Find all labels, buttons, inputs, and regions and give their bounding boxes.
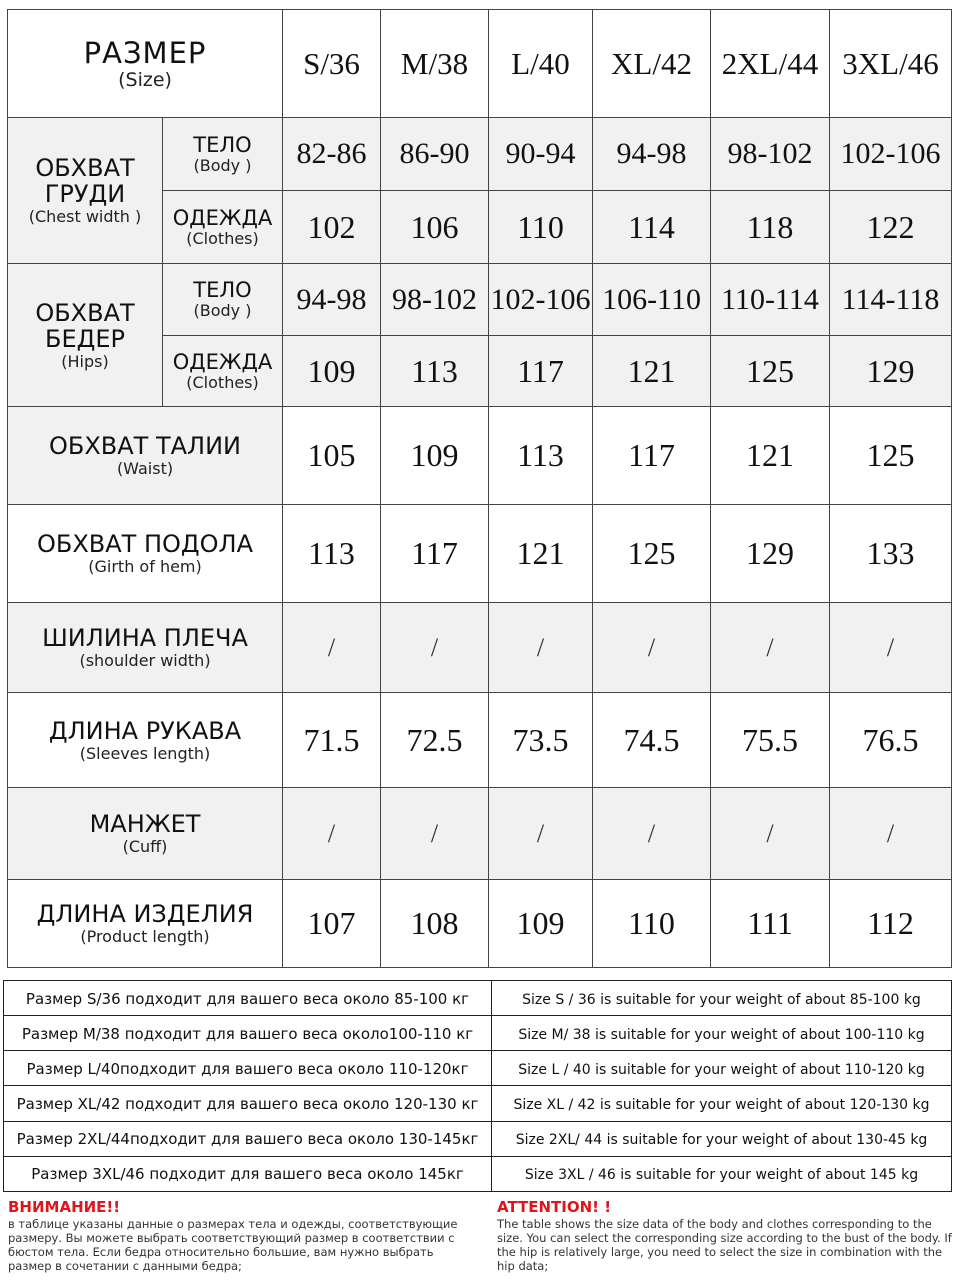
sleeves-value: 73.5 bbox=[512, 721, 569, 758]
hem-label bbox=[8, 505, 283, 603]
weight-text-ru: Размер L/40подходит для вашего веса около 110-120кг bbox=[26, 1059, 469, 1078]
weight-text-en: Size XL / 42 is suitable for your weight of about 120-130 kg bbox=[513, 1097, 930, 1114]
hips-body-value: 106-110 bbox=[602, 282, 701, 316]
chest-body-row bbox=[8, 118, 952, 191]
hem-value: 113 bbox=[308, 535, 355, 571]
weight-row bbox=[4, 1086, 952, 1121]
weight-text-en: Size M/ 38 is suitable for your weight of about 100-110 kg bbox=[518, 1026, 925, 1043]
shoulder-value: / bbox=[647, 632, 656, 662]
chest-body-value: 82-86 bbox=[296, 137, 367, 170]
cuff-label bbox=[8, 788, 283, 880]
waist-value: 125 bbox=[866, 437, 915, 473]
length-row bbox=[8, 880, 952, 968]
weight-text-en: Size 3XL / 46 is suitable for your weight of about 145 kg bbox=[524, 1167, 919, 1184]
hips-body-value: 110-114 bbox=[721, 282, 819, 316]
hips-label-en: (Hips) bbox=[61, 351, 109, 371]
clothes-label-en: (Clothes) bbox=[186, 372, 259, 392]
chest-clothes-value: 110 bbox=[517, 208, 564, 245]
sleeves-value: 71.5 bbox=[303, 721, 360, 758]
size-heading: 3XL/46 bbox=[842, 45, 939, 81]
cuff-value: / bbox=[886, 818, 895, 848]
cuff-label-ru: МАНЖЕТ bbox=[89, 810, 201, 838]
sleeves-value: 72.5 bbox=[406, 721, 463, 758]
weight-text-en: Size S / 36 is suitable for your weight of about 85-100 kg bbox=[522, 991, 921, 1008]
chest-label-ru: ОБХВАТ bbox=[35, 154, 135, 182]
shoulder-value: / bbox=[430, 632, 439, 662]
cuff-value: / bbox=[766, 818, 774, 848]
length-label bbox=[8, 880, 283, 968]
sleeves-value: 76.5 bbox=[862, 721, 919, 758]
size-heading: L/40 bbox=[511, 45, 570, 81]
cuff-label-en: (Cuff) bbox=[122, 837, 168, 856]
length-value: 108 bbox=[410, 905, 459, 941]
shoulder-label-en: (shoulder width) bbox=[79, 651, 211, 670]
sleeves-label-en: (Sleeves length) bbox=[79, 743, 211, 763]
shoulder-value: / bbox=[766, 632, 774, 662]
chest-clothes-value: 122 bbox=[866, 208, 915, 245]
hem-value: 133 bbox=[866, 535, 915, 571]
waist-value: 113 bbox=[517, 437, 564, 473]
hips-clothes-value: 113 bbox=[411, 352, 458, 389]
hips-clothes-value: 125 bbox=[746, 352, 795, 389]
hem-value: 121 bbox=[516, 535, 565, 571]
attention-title-en: ATTENTION! ! bbox=[497, 1198, 612, 1216]
shoulder-label bbox=[8, 603, 283, 693]
hips-body-label bbox=[163, 264, 283, 336]
chest-body-value: 90-94 bbox=[505, 137, 576, 170]
clothes-label-en: (Clothes) bbox=[186, 228, 259, 248]
length-value: 109 bbox=[516, 905, 565, 941]
length-value: 112 bbox=[867, 905, 914, 941]
shoulder-value: / bbox=[327, 632, 336, 662]
cuff-row bbox=[8, 788, 952, 880]
shoulder-row bbox=[8, 603, 952, 693]
size-heading: XL/42 bbox=[611, 45, 692, 81]
hips-clothes-label bbox=[163, 336, 283, 407]
weight-row bbox=[4, 1121, 952, 1156]
body-label-en: (Body ) bbox=[193, 155, 252, 175]
size-chart-table bbox=[7, 9, 952, 968]
hips-label bbox=[8, 264, 163, 407]
hips-label-ru: ОБХВАТ bbox=[35, 298, 135, 327]
attention-text-en: The table shows the size data of the body and clothes corresponding to the size. You can select the corresponding size according to the bust of the body. If the hip is relatively large, you need to select the size in combination with the hip data; bbox=[497, 1217, 952, 1273]
chest-body-value: 102-106 bbox=[840, 137, 941, 170]
shoulder-value: / bbox=[536, 632, 545, 662]
hips-clothes-value: 109 bbox=[307, 352, 356, 389]
body-label-ru: ТЕЛО bbox=[193, 278, 252, 302]
sleeves-label-ru: ДЛИНА РУКАВА bbox=[48, 716, 242, 745]
hem-value: 125 bbox=[627, 535, 676, 571]
length-label-en: (Product length) bbox=[80, 927, 210, 946]
weight-text-ru: Размер 3XL/46 подходит для вашего веса около 145кг bbox=[31, 1165, 464, 1184]
shoulder-label-ru: ШИЛИНА ПЛЕЧА bbox=[42, 624, 248, 652]
weight-row bbox=[4, 1156, 952, 1191]
size-heading: S/36 bbox=[303, 45, 360, 81]
chest-body-value: 86-90 bbox=[399, 137, 470, 170]
weight-row bbox=[4, 981, 952, 1016]
waist-row bbox=[8, 407, 952, 505]
weight-row bbox=[4, 1051, 952, 1086]
waist-value: 105 bbox=[307, 437, 356, 473]
sleeves-row bbox=[8, 693, 952, 788]
size-heading: 2XL/44 bbox=[721, 45, 819, 81]
chest-label-en: (Chest width ) bbox=[28, 207, 142, 226]
size-label-en: (Size) bbox=[118, 68, 172, 91]
weight-text-ru: Размер XL/42 подходит для вашего веса около 120-130 кг bbox=[16, 1095, 479, 1114]
length-value: 107 bbox=[307, 905, 356, 941]
sleeves-value: 74.5 bbox=[623, 721, 680, 758]
chest-body-label bbox=[163, 118, 283, 191]
hips-clothes-value: 117 bbox=[517, 352, 564, 389]
chest-label-ru: ГРУДИ bbox=[44, 180, 126, 208]
shoulder-value: / bbox=[886, 632, 895, 662]
hips-body-row bbox=[8, 264, 952, 336]
waist-value: 121 bbox=[746, 437, 795, 473]
length-label-ru: ДЛИНА ИЗДЕЛИЯ bbox=[36, 900, 254, 928]
length-value: 110 bbox=[628, 905, 675, 941]
hips-body-value: 114-118 bbox=[841, 282, 940, 316]
sleeves-label bbox=[8, 693, 283, 788]
hem-value: 117 bbox=[411, 535, 458, 571]
weight-guide-table bbox=[3, 980, 952, 1192]
body-label-ru: ТЕЛО bbox=[193, 132, 252, 157]
waist-label-ru: ОБХВАТ ТАЛИИ bbox=[49, 432, 241, 460]
size-header-label bbox=[8, 10, 283, 118]
attention-text-ru: в таблице указаны данные о размерах тела и одежды, соответствующие размеру. Вы можете выбрать соответствующий размер в соответствии с бюстом тела. Если бедра относительно большие, вам нужно выбрать размер в сочетании с данными бедра; bbox=[8, 1217, 458, 1273]
chest-body-value: 98-102 bbox=[727, 137, 813, 170]
size-header-row bbox=[8, 10, 952, 118]
body-label-en: (Body ) bbox=[193, 301, 252, 320]
weight-text-ru: Размер M/38 подходит для вашего веса около100-110 кг bbox=[21, 1024, 474, 1043]
attention-note-ru bbox=[8, 1198, 463, 1273]
sleeves-value: 75.5 bbox=[742, 721, 799, 758]
chest-body-value: 94-98 bbox=[616, 137, 687, 170]
chest-clothes-value: 118 bbox=[746, 208, 794, 245]
weight-text-en: Size L / 40 is suitable for your weight of about 110-120 kg bbox=[518, 1061, 925, 1078]
chest-clothes-value: 114 bbox=[628, 208, 675, 245]
hips-label-ru: БЕДЕР bbox=[44, 324, 125, 353]
waist-value: 109 bbox=[410, 437, 459, 473]
waist-label bbox=[8, 407, 283, 505]
weight-text-ru: Размер S/36 подходит для вашего веса около 85-100 кг bbox=[25, 989, 470, 1008]
weight-row bbox=[4, 1016, 952, 1051]
hips-body-value: 102-106 bbox=[490, 282, 591, 316]
size-heading: M/38 bbox=[400, 45, 469, 81]
hem-value: 129 bbox=[746, 535, 795, 571]
length-value: 111 bbox=[747, 905, 793, 941]
chest-clothes-value: 106 bbox=[410, 208, 459, 245]
attention-note-en bbox=[497, 1198, 952, 1273]
chest-clothes-label bbox=[163, 191, 283, 264]
waist-value: 117 bbox=[628, 437, 675, 473]
hips-body-value: 98-102 bbox=[392, 282, 478, 316]
attention-title-ru: ВНИМАНИЕ!! bbox=[8, 1198, 121, 1216]
hem-label-en: (Girth of hem) bbox=[88, 557, 202, 576]
cuff-value: / bbox=[647, 818, 656, 848]
cuff-value: / bbox=[327, 818, 336, 848]
hips-body-value: 94-98 bbox=[296, 282, 367, 316]
waist-label-en: (Waist) bbox=[116, 459, 174, 478]
clothes-label-ru: ОДЕЖДА bbox=[172, 205, 273, 230]
hem-label-ru: ОБХВАТ ПОДОЛА bbox=[37, 530, 254, 558]
chest-clothes-value: 102 bbox=[307, 208, 356, 245]
hips-clothes-value: 121 bbox=[627, 352, 676, 389]
hem-row bbox=[8, 505, 952, 603]
weight-text-ru: Размер 2XL/44подходит для вашего веса около 130-145кг bbox=[16, 1130, 479, 1149]
hips-clothes-value: 129 bbox=[866, 352, 915, 389]
chest-label bbox=[8, 118, 163, 264]
clothes-label-ru: ОДЕЖДА bbox=[172, 349, 273, 374]
cuff-value: / bbox=[430, 818, 439, 848]
size-label-ru: РАЗМЕР bbox=[83, 35, 207, 70]
weight-text-en: Size 2XL/ 44 is suitable for your weight of about 130-45 kg bbox=[515, 1132, 928, 1149]
cuff-value: / bbox=[536, 818, 545, 848]
